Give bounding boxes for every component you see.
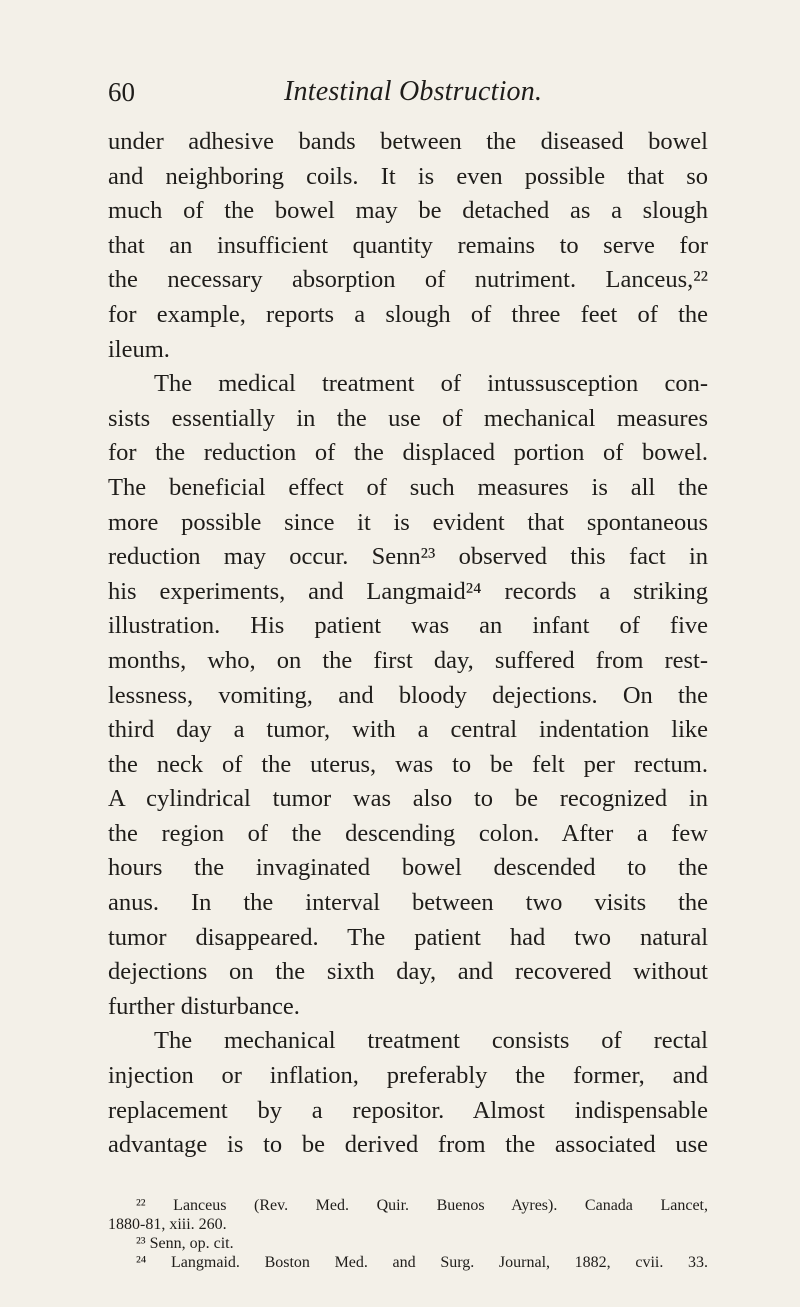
text-line: lessness, vomiting, and bloody dejections. On the: [108, 681, 708, 709]
page-number: 60: [108, 77, 135, 107]
text-line: tumor disappeared. The patient had two natural: [108, 923, 708, 951]
text-line: for the reduction of the displaced portion of bowel.: [108, 439, 708, 467]
footnote-line: ²² Lanceus (Rev. Med. Quir. Buenos Ayres). Canada Lancet,: [136, 1197, 708, 1214]
page-header: [108, 72, 708, 112]
text-line: and neighboring coils. It is even possible that so: [108, 162, 708, 190]
text-line: the necessary absorption of nutriment. Lanceus,²²: [108, 266, 708, 294]
text-line: the region of the descending colon. After a few: [108, 819, 708, 847]
footnote-line: 1880-81, xiii. 260.: [108, 1216, 227, 1233]
footnote-line: ²³ Senn, op. cit.: [136, 1235, 234, 1252]
text-line: A cylindrical tumor was also to be recognized in: [108, 785, 708, 813]
text-line: The mechanical treatment consists of rectal: [154, 1027, 708, 1055]
text-line: that an insufficient quantity remains to serve for: [108, 231, 708, 259]
text-line: months, who, on the first day, suffered from rest-: [108, 646, 708, 674]
body-text: [108, 125, 708, 1163]
text-line: further disturbance.: [108, 992, 300, 1020]
text-line: ileum.: [108, 335, 170, 363]
text-line: third day a tumor, with a central indentation like: [108, 716, 708, 744]
text-line: for example, reports a slough of three feet of the: [108, 300, 708, 328]
text-line: illustration. His patient was an infant of five: [108, 612, 708, 640]
text-line: The medical treatment of intussusception con-: [154, 370, 708, 398]
text-line: injection or inflation, preferably the former, and: [108, 1062, 708, 1090]
text-line: reduction may occur. Senn²³ observed this fact in: [108, 543, 708, 571]
footnote-line: ²⁴ Langmaid. Boston Med. and Surg. Journal, 1882, cvii. 33.: [136, 1254, 708, 1271]
text-line: hours the invaginated bowel descended to the: [108, 854, 708, 882]
text-line: his experiments, and Langmaid²⁴ records a striking: [108, 577, 708, 605]
footnotes: [108, 1196, 708, 1272]
text-line: anus. In the interval between two visits the: [108, 889, 708, 917]
text-line: dejections on the sixth day, and recovered without: [108, 958, 708, 986]
text-line: sists essentially in the use of mechanical measures: [108, 404, 708, 432]
text-line: much of the bowel may be detached as a slough: [108, 197, 708, 225]
text-line: the neck of the uterus, was to be felt per rectum.: [108, 750, 708, 778]
text-line: more possible since it is evident that spontaneous: [108, 508, 708, 536]
text-line: under adhesive bands between the diseased bowel: [108, 128, 708, 155]
text-line: The beneficial effect of such measures is all the: [108, 473, 708, 501]
text-line: advantage is to be derived from the associated use: [108, 1131, 708, 1159]
running-title: Intestinal Obstruction.: [284, 76, 543, 107]
text-line: replacement by a repositor. Almost indispensable: [108, 1096, 708, 1124]
